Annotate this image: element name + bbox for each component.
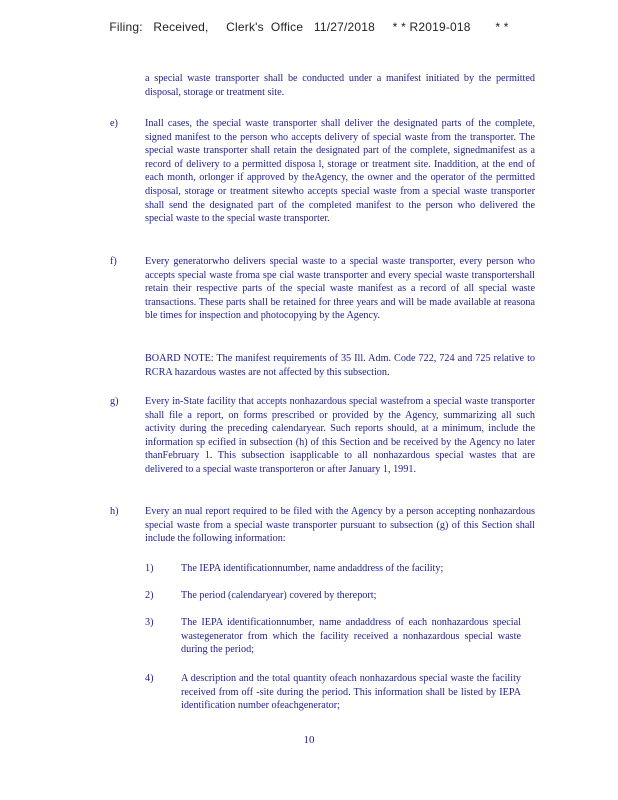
subsection-e-label: e) xyxy=(110,118,118,129)
subsection-f-label: f) xyxy=(110,256,117,267)
board-note: BOARD NOTE: The manifest requirements of 35 Ill. Adm. Code 722, 724 and 725 relative to RCRA hazardous wastes are not affected by this subsection. xyxy=(145,353,535,378)
filing-header: Filing: Received, Clerk's Office 11/27/2018 * * R2019-018 * * xyxy=(109,20,509,34)
list-item-1-text: The IEPA identificationnumber, name andaddress of the facility; xyxy=(181,563,444,574)
list-item-3-number: 3) xyxy=(145,617,154,628)
paragraph-g: Every in-State facility that accepts nonhazardous special wastefrom a special waste transporter shall file a report, on forms prescribed or provided by the Agency, summarizing all such activity during the preceding calendaryear. Such reports should, at a minimum, include the information sp ecified in subsection (h) of this Section and be received by the Agency no later thanFebruary 1. This subsection isapplicable to all nonhazardous special wastes that are delivered to a special waste transporteron or after January 1, 1991. xyxy=(145,396,535,475)
paragraph-e: Inall cases, the special waste transporter shall deliver the designated parts of the complete, signed manifest to the person who accepts delivery of special waste from the transporter. The special waste transporter shall retain the designated part of the complete, signedmanifest as a record of delivery to a permitted disposa l, storage or treatment site. Inaddition, at the end of each month, orlonger if approved by theAgency, the owner and the operator of the permitted disposal, storage or treatment sitewho accepts special waste from a special waste transporter shall send the designated part of the completed manifest to the person who delivered the special waste to the special waste transporter. xyxy=(145,118,535,225)
list-item-2-text: The period (calendaryear) covered by thereport; xyxy=(181,590,377,601)
list-item-4-text: A description and the total quantity ofeach nonhazardous special waste the facility received from off -site during the period. This information shall be listed by IEPA identification number ofeachgenerator; xyxy=(181,673,521,712)
paragraph-d-continuation: a special waste transporter shall be conducted under a manifest initiated by the permitted disposal, storage or treatment site. xyxy=(145,73,535,98)
subsection-g-label: g) xyxy=(110,396,119,407)
list-item-1-number: 1) xyxy=(145,563,154,574)
paragraph-f: Every generatorwho delivers special waste to a special waste transporter, every person who accepts special waste froma spe cial waste transporter and every special waste transportershall retain their respective parts of the special waste manifest as a record of all special waste transactions. These parts shall be retained for three years and will be made available at reasona ble times for inspection and photocopying by the Agency. xyxy=(145,256,535,322)
list-item-2-number: 2) xyxy=(145,590,154,601)
paragraph-h: Every an nual report required to be filed with the Agency by a person accepting nonhazardous special waste from a special waste transporter pursuant to subsection (g) of this Section shall include the following information: xyxy=(145,506,535,545)
list-item-3-text: The IEPA identificationnumber, name andaddress of each nonhazardous special wastegenerator from which the facility received a nonhazardous special waste during the period; xyxy=(181,617,521,656)
page-number: 10 xyxy=(303,734,315,746)
subsection-h-label: h) xyxy=(110,506,119,517)
list-item-4-number: 4) xyxy=(145,673,154,684)
